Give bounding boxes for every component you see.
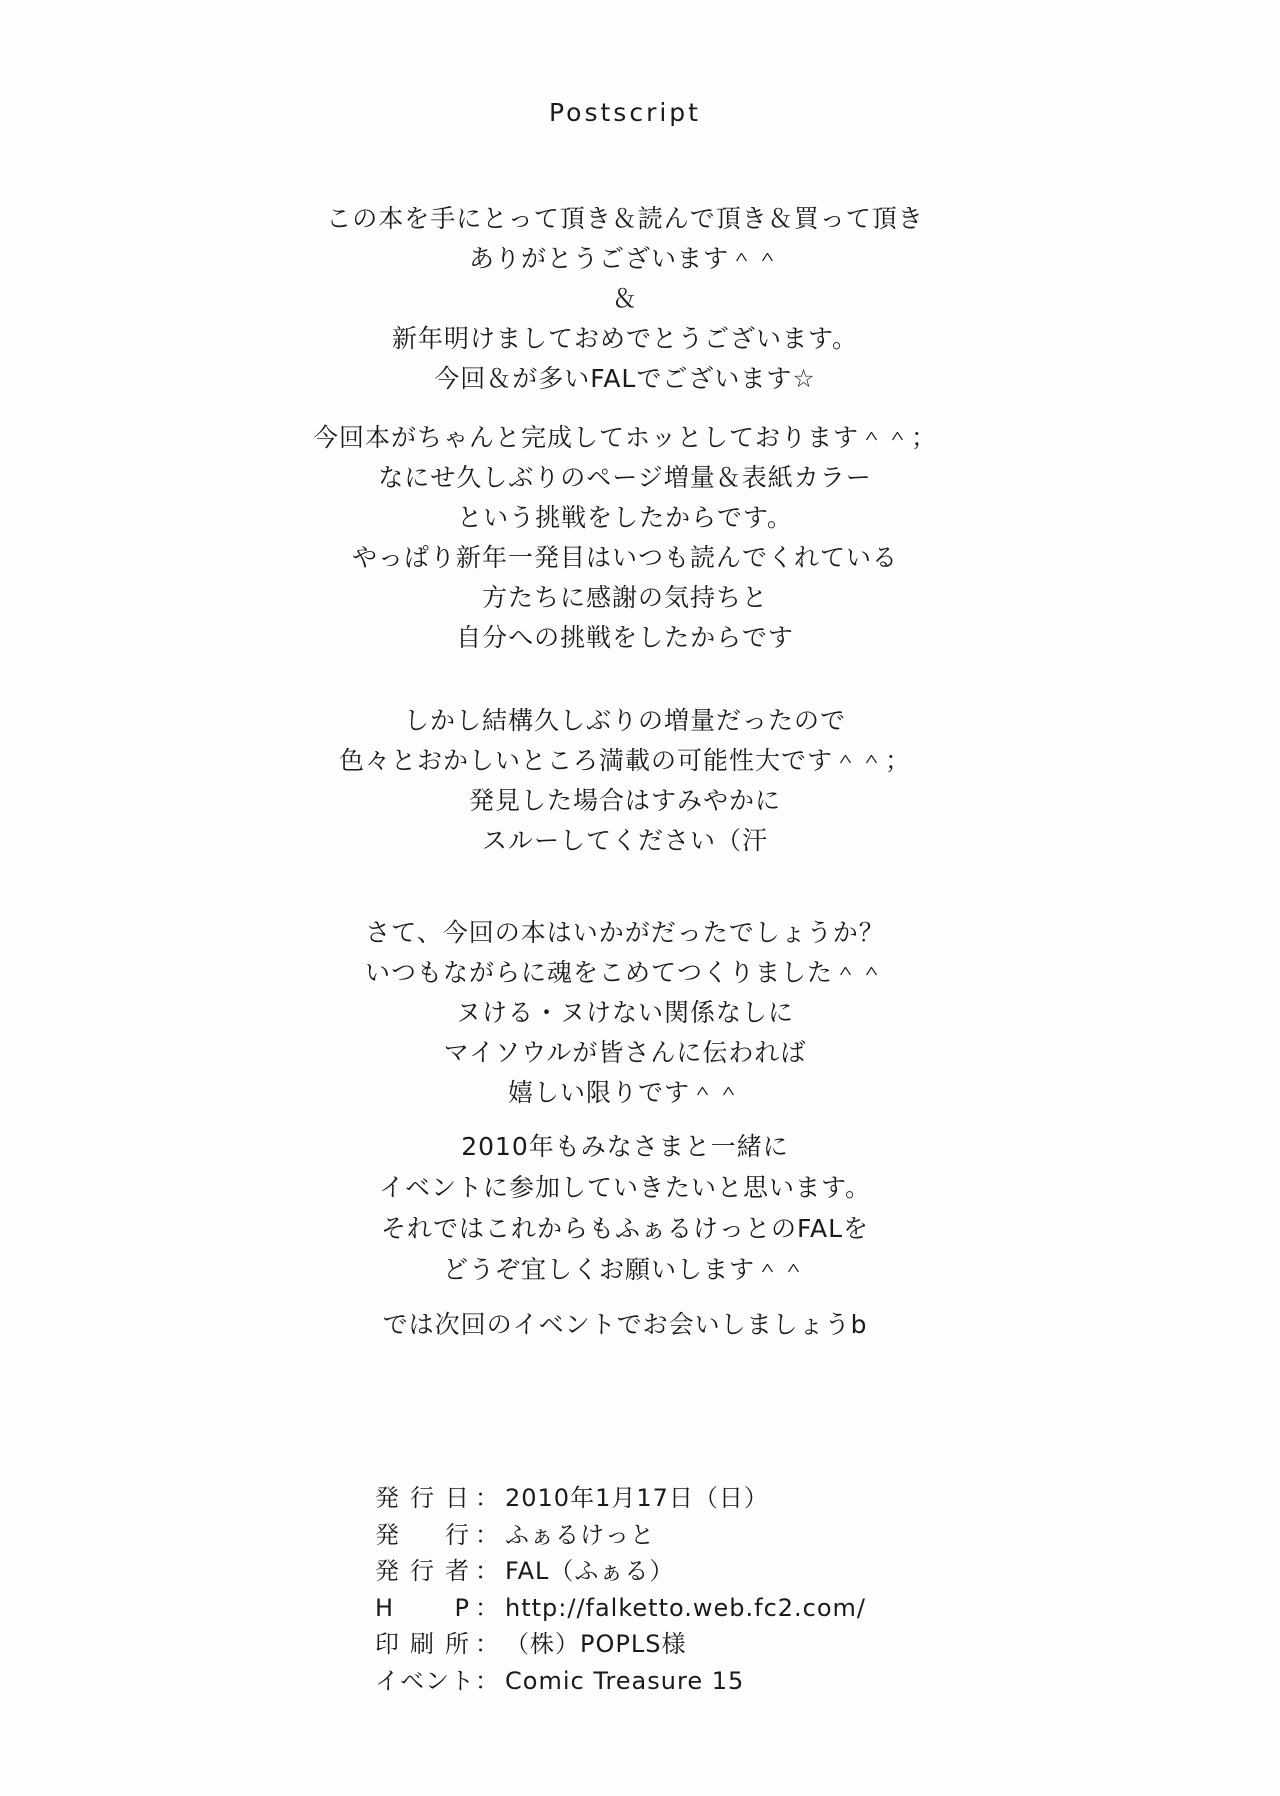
page-title: Postscript [549,98,701,127]
paragraph-thanks [0,199,1250,399]
colophon-value-url: http://falketto.web.fc2.com/ [505,1593,867,1622]
text-line: ヌける・ヌけない関係なしに [455,998,794,1027]
text-line: 色々とおかしいところ満載の可能性大です＾＾； [338,746,911,775]
colophon-row-publisher [375,1517,866,1554]
colophon-row-author [375,1553,866,1590]
text-line: では次回のイベントでお会いしましょうb [382,1310,868,1339]
colophon-value: ふぁるけっと [505,1520,655,1549]
text-line: という挑戦をしたからです。 [457,503,793,532]
text-line: さて、今回の本はいかがだったでしょうか？ [365,918,885,947]
colophon-separator: ： [475,1593,500,1622]
text-line: 発見した場合はすみやかに [468,786,781,815]
text-line: 嬉しい限りです＾＾ [507,1078,742,1107]
colophon-value: FAL（ふぁる） [505,1557,675,1585]
colophon-label: 発 行 [375,1520,470,1549]
text-line: イベントに参加していきたいと思います。 [378,1173,871,1202]
colophon-row-event [375,1663,866,1700]
colophon-separator: ： [475,1630,500,1658]
text-line: 2010年もみなさまと一緒に [461,1132,789,1161]
text-line: 今回＆が多いFALでございます☆ [434,364,816,393]
paragraph-closing [0,1305,1250,1345]
colophon [375,1480,866,1699]
colophon-row-homepage [375,1590,866,1627]
paragraph-intro [0,418,1250,658]
colophon-label: 印刷所 [375,1630,470,1658]
colophon-label: 発行日 [375,1484,470,1512]
text-line: しかし結構久しぶりの増量だったので [403,706,846,735]
text-line: マイソウルが皆さんに伝われば [443,1038,807,1067]
colophon-separator: ： [475,1666,500,1695]
colophon-label: 発行者 [375,1557,470,1585]
colophon-value: 2010年1月17日（日） [505,1484,769,1512]
text-line: この本を手にとって頂き＆読んで頂き＆買って頂き [326,204,924,233]
text-line: スルーしてください（汗 [481,826,768,855]
text-line: それではこれからもふぁるけっとのFALを [380,1214,870,1243]
colophon-separator: ： [475,1520,500,1549]
paragraph-review [0,913,1250,1113]
colophon-row-printer [375,1626,866,1663]
colophon-label: H P [375,1593,470,1622]
text-line: いつもながらに魂をこめてつくりました＾＾ [364,958,885,987]
text-line: 方たちに感謝の気持ちと [481,583,768,612]
colophon-label: イベント [375,1666,475,1695]
text-line: 新年明けましておめでとうございます。 [391,324,858,353]
text-line: ＆ [611,284,638,313]
colophon-value: （株）POPLS様 [505,1630,687,1658]
text-line: 今回本がちゃんと完成してホッとしております＾＾； [312,423,937,452]
paragraph-warning [0,701,1250,861]
colophon-separator: ： [475,1484,500,1512]
colophon-separator: ： [475,1557,500,1585]
colophon-row-date [375,1480,866,1517]
text-line: なにせ久しぶりのページ増量＆表紙カラー [378,463,872,492]
text-line: やっぱり新年一発目はいつも読んでくれている [351,543,898,572]
text-line: ありがとうございます＾＾ [468,244,781,273]
text-line: どうぞ宜しくお願いします＾＾ [442,1255,807,1284]
text-line: 自分への挑戦をしたからです [456,623,794,652]
paragraph-2010 [0,1126,1250,1290]
colophon-value: Comic Treasure 15 [505,1666,745,1695]
